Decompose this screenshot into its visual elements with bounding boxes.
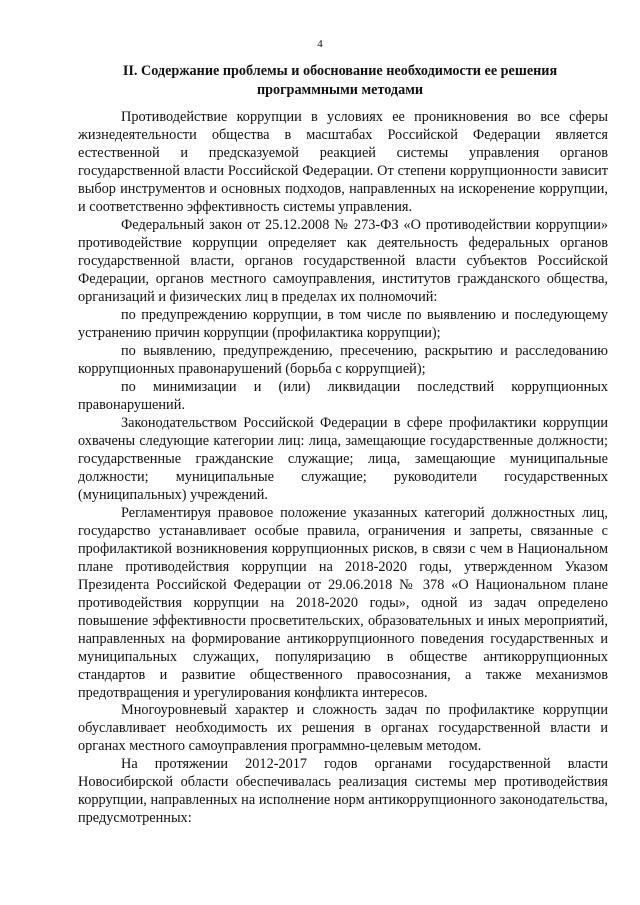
paragraph-anticorruption-intro: Противодействие коррупции в условиях ее проникновения во все сферы жизнедеятельности общества в масштабах Российской Федерации является естественной и предсказуемой реакцией системы управления органов государственной власти Российской Федерации. От степени коррупционности зависит выбор инструментов и основных подходов, направленных на искоренение коррупции, и соответственно эффективность системы управления.: [78, 109, 608, 215]
paragraph-legislation-categories: Законодательством Российской Федерации в сфере профилактики коррупции охвачены следующие категории лиц: лица, замещающие государственные должности; государственные гражданские служащие; лица, замещающие муниципальные должности; муниципальные служащие; руководители государственных (муниципальных) учреждений.: [78, 414, 608, 503]
paragraph-minimization: по минимизации и (или) ликвидации последствий коррупционных правонарушений.: [78, 378, 608, 413]
paragraph-prevention: по предупреждению коррупции, в том числе по выявлению и последующему устранению причин коррупции (профилактика коррупции);: [78, 306, 608, 341]
page-number: 4: [317, 38, 323, 50]
document-body: [78, 109, 608, 828]
paragraph-national-plan: Регламентируя правовое положение указанных категорий должностных лиц, государство устанавливает особые правила, ограничения и запреты, связанные с профилактикой возникновения коррупционных рисков, в связи с чем в Национальном плане противодействия коррупции на 2018-2020 годы, утвержденном Указом Президента Российской Федерации от 29.06.2018 № 378 «О Национальном плане противодействия коррупции на 2018-2020 годы», одной из задач определено повышение эффективности просветительских, образовательных и иных мероприятий, направленных на формирование антикоррупционного поведения государственных и муниципальных служащих, популяризацию в обществе антикоррупционных стандартов и развитие общественного правосознания, а также механизмов предотвращения и урегулирования конфликта интересов.: [78, 504, 608, 701]
section-title: II. Содержание проблемы и обоснование необходимости ее решения программными методами: [122, 63, 558, 98]
paragraph-multilevel-tasks: Многоуровневый характер и сложность задач по профилактике коррупции обуславливает необходимость их решения в органах государственной власти и органах местного самоуправления программно-целевым методом.: [78, 702, 608, 755]
paragraph-novosibirsk-measures: На протяжении 2012-2017 годов органами государственной власти Новосибирской области обеспечивалась реализация системы мер противодействия коррупции, направленных на исполнение норм антикоррупционного законодательства, предусмотренных:: [78, 756, 608, 827]
paragraph-federal-law: Федеральный закон от 25.12.2008 № 273-ФЗ «О противодействии коррупции» противодействие коррупции определяет как деятельность федеральных органов государственной власти, органов государственной власти субъектов Российской Федерации, органов местного самоуправления, институтов гражданского общества, организаций и физических лиц в пределах их полномочий:: [78, 216, 608, 305]
paragraph-detection: по выявлению, предупреждению, пресечению, раскрытию и расследованию коррупционных правонарушений (борьба с коррупцией);: [78, 342, 608, 377]
